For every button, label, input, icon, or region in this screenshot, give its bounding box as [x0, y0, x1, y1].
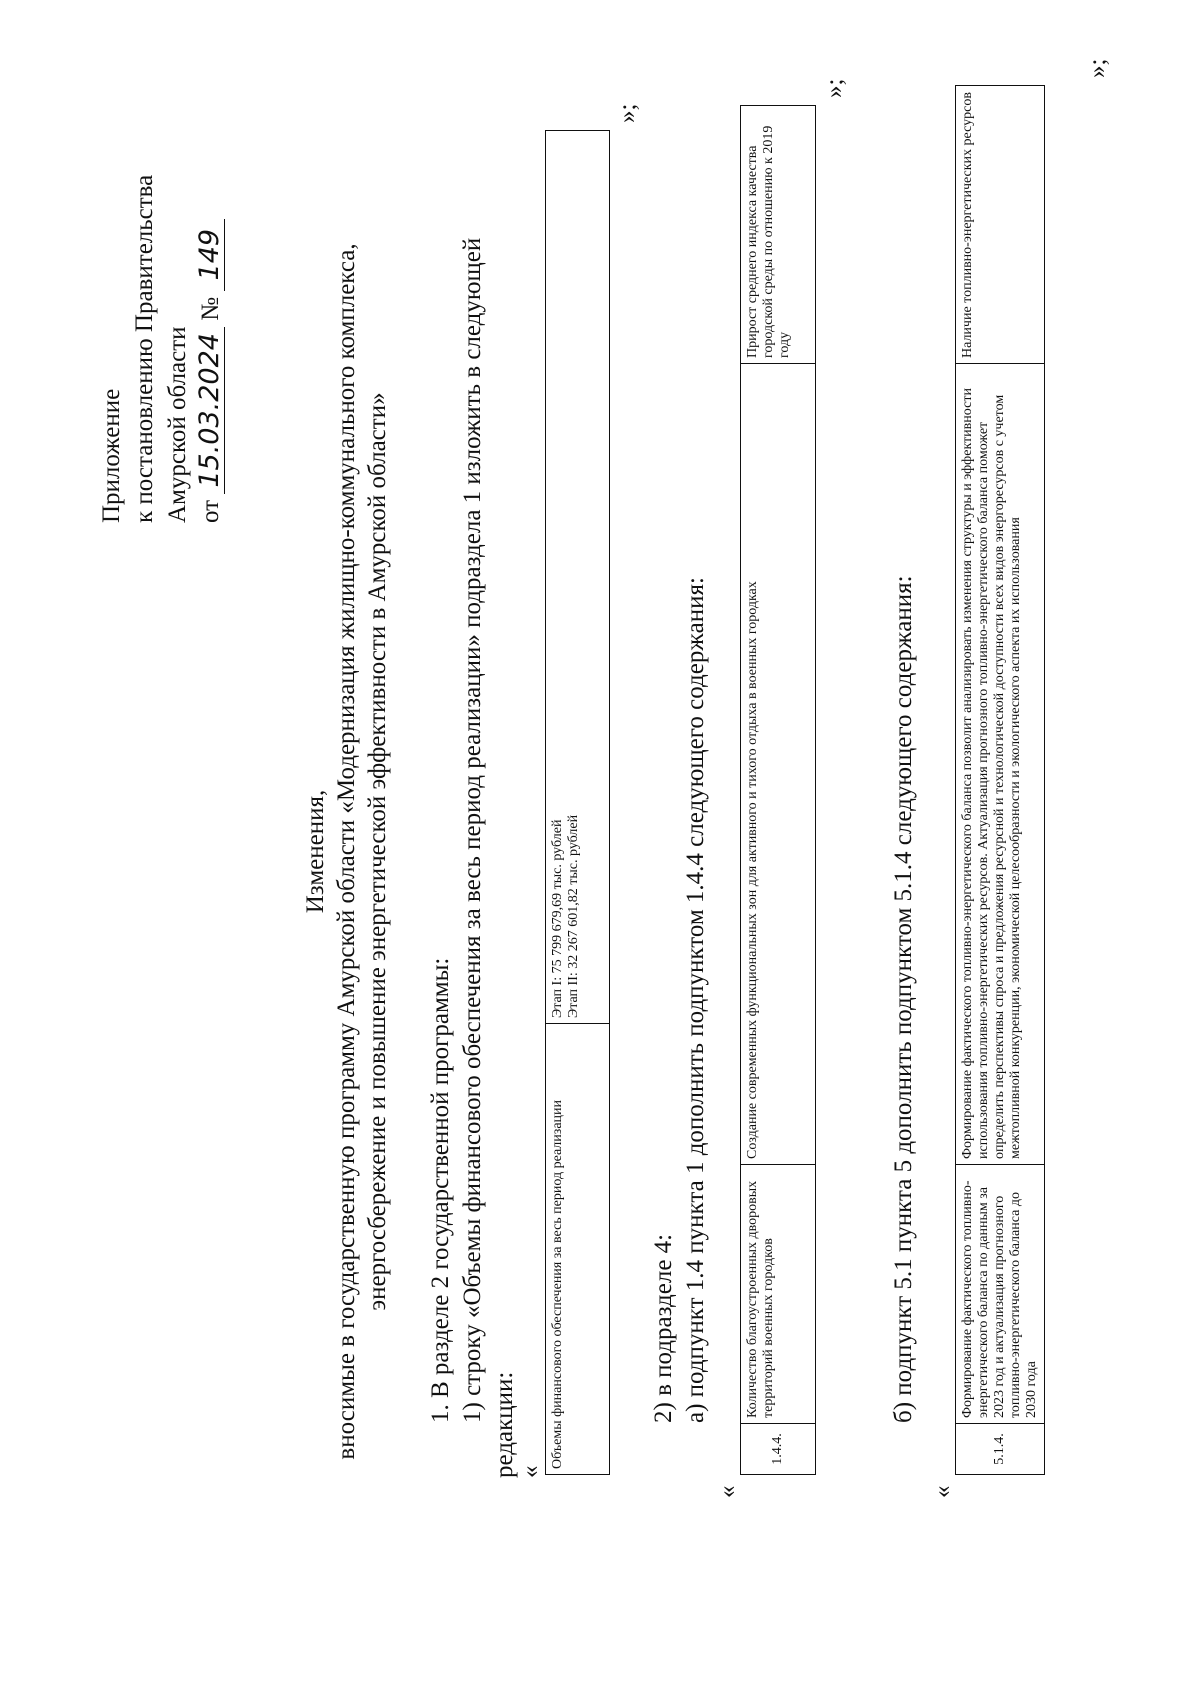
table-row: [956, 86, 1045, 1475]
indicator-cell: Формирование фактического топливно-энергетического баланса по данным за 2023 год и актуализация прогнозного топливно-энергетического баланса до 2030 года: [956, 1165, 1045, 1424]
appendix-line-1: Приложение: [98, 388, 125, 523]
section2-open-quote: «: [714, 1485, 741, 1498]
appendix-line-2: к постановлению Правительства: [131, 174, 158, 523]
table-row: [546, 131, 610, 1475]
funding-values-cell: [546, 131, 610, 1024]
section3-paragraph-1: б) подпункт 5.1 пункта 5 дополнить подпунктом 5.1.4 следующего содержания:: [890, 575, 917, 1423]
appendix-header: [95, 43, 227, 523]
section3-close-quote: »;: [1084, 58, 1111, 78]
title-line-2: энергосбережение и повышение энергетической эффективности в Амурской области»: [364, 392, 391, 1311]
section2-close-quote: »;: [821, 78, 848, 98]
title-heading: Изменения,: [302, 789, 329, 914]
document-title: [300, 0, 393, 1703]
funding-label-cell: Объемы финансового обеспечения за весь период реализации: [546, 1024, 610, 1475]
section1-paragraph-2: 1) строку «Объемы финансового обеспечения за весь период реализации» подраздела 1 изложить в следующей: [459, 237, 486, 1423]
result-cell: Прирост среднего индекса качества городской среды по отношению к 2019 году: [741, 106, 816, 364]
section1-table: [545, 130, 610, 1475]
funding-stage-1: Этап I: 75 799 679,69 тыс. рублей: [550, 819, 565, 1018]
handwritten-number: 149: [196, 219, 225, 291]
row-number-cell: 5.1.4.: [956, 1424, 1045, 1475]
appendix-line-3: Амурской области: [164, 326, 191, 523]
number-prefix: №: [197, 296, 224, 321]
appendix-date-line: [194, 43, 227, 523]
section1-open-quote: «: [517, 1465, 544, 1478]
result-cell: Наличие топливно-энергетических ресурсов: [956, 86, 1045, 364]
section2-paragraph-1: 2) в подразделе 4:: [650, 1233, 677, 1423]
handwritten-date: 15.03.2024: [196, 327, 225, 494]
section1-close-quote: »;: [614, 103, 641, 123]
description-cell: Формирование фактического топливно-энергетического баланса позволит анализировать изменения структуры и эффективности использования топливно-энергетических ресурсов. Актуализация прогнозного топливно-энергетического баланса поможет определить перспективы спроса и предложения ресурсной и технологической доступности всех видов энергоресурсов с учетом межтопливной конкуренции, экономической целесообразности и экологического аспекта их использования: [956, 364, 1045, 1165]
section1-paragraph-1: 1. В разделе 2 государственной программы:: [427, 957, 454, 1423]
section3-table: [955, 85, 1045, 1475]
row-number-cell: 1.4.4.: [741, 1424, 816, 1475]
section2-table: [740, 105, 816, 1475]
indicator-cell: Количество благоустроенных дворовых территорий военных городков: [741, 1165, 816, 1424]
description-cell: Создание современных функциональных зон для активного и тихого отдыха в военных городках: [741, 364, 816, 1165]
funding-stage-2: Этап II: 32 267 601,82 тыс. рублей: [566, 814, 581, 1018]
title-line-1: вносимые в государственную программу Амурской области «Модернизация жилищно-коммунального комплекса,: [333, 243, 360, 1460]
section2-paragraph-2: а) подпункт 1.4 пункта 1 дополнить подпунктом 1.4.4 следующего содержания:: [682, 577, 709, 1423]
date-prefix: от: [197, 499, 224, 523]
section3-open-quote: «: [929, 1485, 956, 1498]
section1-paragraph-2-cont: редакции:: [491, 1371, 518, 1478]
table-row: [741, 106, 816, 1475]
